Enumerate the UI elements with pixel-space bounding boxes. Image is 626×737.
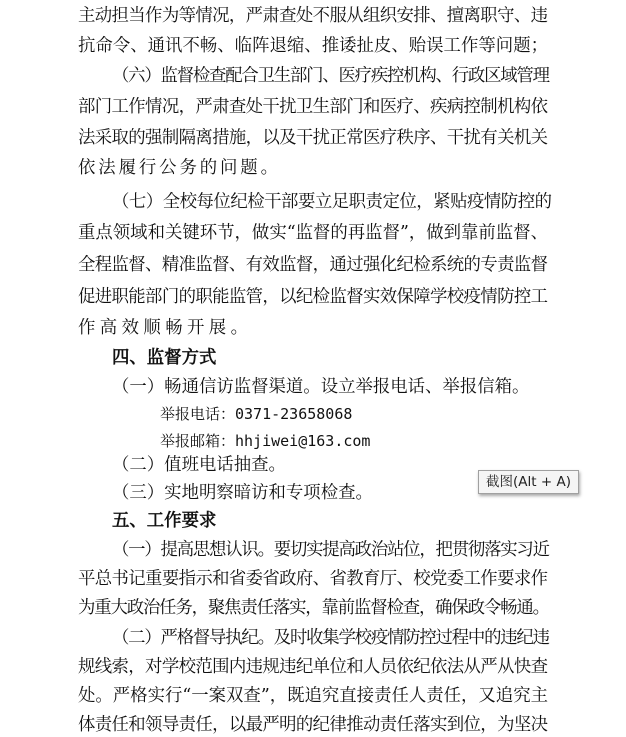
text-line: 平总书记重要指示和省委省政府、省教育厅、校党委工作要求作 [78,569,548,589]
text-line: 规线索，对学校范围内违规违纪单位和人员依纪依法从严从快查 [78,657,548,677]
text-line: 主动担当作为等情况，严肃查处不服从组织安排、擅离职守、违 [78,6,548,26]
email-line: 举报邮箱：hhjiwei@163.com [160,432,371,450]
text-line: 为重大政治任务，聚焦责任落实，靠前监督检查，确保政令畅通。 [78,598,549,618]
text-line: 重点领域和关键环节，做实“监督的再监督”，做到靠前监督、 [78,223,548,243]
text-line: 促进职能部门的职能监管，以纪检监督实效保障学校疫情防控工 [78,287,548,307]
text-line: 作高效顺畅开展。 [78,318,253,338]
text-line: 全程监督、精准监督、有效监督，通过强化纪检系统的专责监督 [78,255,548,275]
text-line: 法采取的强制隔离措施，以及干扰正常医疗秩序、干扰有关机关 [78,128,548,148]
section-heading: 五、工作要求 [112,511,217,531]
text-line: 依法履行公务的问题。 [78,158,281,178]
section-heading: 四、监督方式 [112,348,217,368]
text-line: （二）严格督导执纪。及时收集学校疫情防控过程中的违纪违 [112,628,549,648]
text-line: 体责任和领导责任，以最严明的纪律推动责任落实到位，为坚决 [78,715,548,735]
screenshot-tooltip: 截图(Alt + A) [478,470,579,494]
text-line: 抗命令、通讯不畅、临阵退缩、推诿扯皮、贻误工作等问题； [78,36,549,56]
text-line: （二）值班电话抽查。 [112,455,286,475]
text-line: （七）全校每位纪检干部要立足职责定位，紧贴疫情防控的 [112,192,552,212]
text-line: （一）畅通信访监督渠道。设立举报电话、举报信箱。 [112,377,530,397]
text-line: （一）提高思想认识。要切实提高政治站位，把贯彻落实习近 [112,540,549,560]
text-line: 部门工作情况，严肃查处干扰卫生部门和医疗、疾病控制机构依 [78,97,548,117]
text-line: （三）实地明察暗访和专项检查。 [112,483,373,503]
phone-line: 举报电话：0371-23658068 [160,405,353,423]
text-line: （六）监督检查配合卫生部门、医疗疾控机构、行政区域管理 [112,66,549,86]
text-line: 处。严格实行“一案双查”，既追究直接责任人责任，又追究主 [78,686,548,706]
